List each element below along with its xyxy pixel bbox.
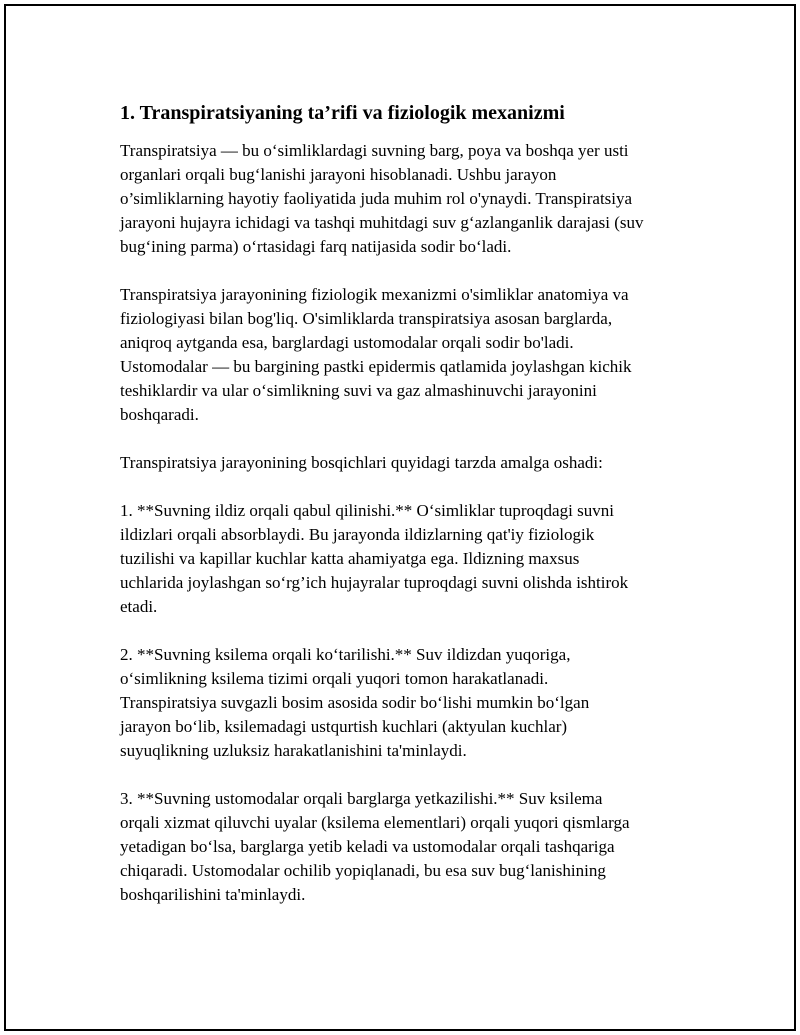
- paragraph-mechanism: Transpiratsiya jarayonining fiziologik mexanizmi o'simliklar anatomiya va fiziologiyasi bilan bog'liq. O'simliklarda transpiratsiya asosan barglarda, aniqroq aytganda esa, barglardagi ustomodalar orqali sodir bo'ladi. Ustomodalar — bu bargining pastki epidermis qatlamida joylashgan kichik teshiklardir va ular o‘simlikning suvi va gaz almashinuvchi jarayonini boshqaradi.: [120, 285, 632, 424]
- paragraph-stage-1: 1. **Suvning ildiz orqali qabul qilinishi.** O‘simliklar tuproqdagi suvni ildizlari orqali absorblaydi. Bu jarayonda ildizlarning qat'iy fiziologik tuzilishi va kapillar kuchlar katta ahamiyatga ega. Ildizning maxsus uchlarida joylashgan so‘rg’ich hujayralar tuproqdagi suvni olishda ishtirok etadi.: [120, 501, 629, 616]
- paragraph-definition: Transpiratsiya — bu o‘simliklardagi suvning barg, poya va boshqa yer usti organlari orqali bug‘lanishi jarayoni hisoblanadi. Ushbu jarayon o’simliklarning hayotiy faoliyatida juda muhim rol o'ynaydi. Transpiratsiya jarayoni hujayra ichidagi va tashqi muhitdagi suv g‘azlanganlik darajasi (suv bug‘ining parma) o‘rtasidagi farq natijasida sodir bo‘ladi.: [120, 141, 644, 256]
- paragraph-stage-3: 3. **Suvning ustomodalar orqali barglarga yetkazilishi.** Suv ksilema orqali xizmat qiluvchi uyalar (ksilema elementlari) orqali yuqori qismlarga yetadigan bo‘lsa, barglarga yetib keladi va ustomodalar orqali tashqariga chiqaradi. Ustomodalar ochilib yopiqlanadi, bu esa suv bug‘lanishining boshqarilishini ta'minlaydi.: [120, 789, 630, 904]
- document-body: [120, 99, 700, 931]
- section-heading: 1. Transpiratsiyaning ta’rifi va fiziologik mexanizmi: [120, 102, 565, 124]
- paragraph-stages-intro: Transpiratsiya jarayonining bosqichlari quyidagi tarzda amalga oshadi:: [120, 453, 603, 472]
- document-page: [4, 4, 796, 1031]
- paragraph-stage-2: 2. **Suvning ksilema orqali ko‘tarilishi.** Suv ildizdan yuqoriga, o‘simlikning ksilema tizimi orqali yuqori tomon harakatlanadi. Transpiratsiya suvgazli bosim asosida sodir bo‘lishi mumkin bo‘lgan jarayon bo‘lib, ksilemadagi ustqurtish kuchlari (aktyulan kuchlar) suyuqlikning uzluksiz harakatlanishini ta'minlaydi.: [120, 645, 590, 760]
